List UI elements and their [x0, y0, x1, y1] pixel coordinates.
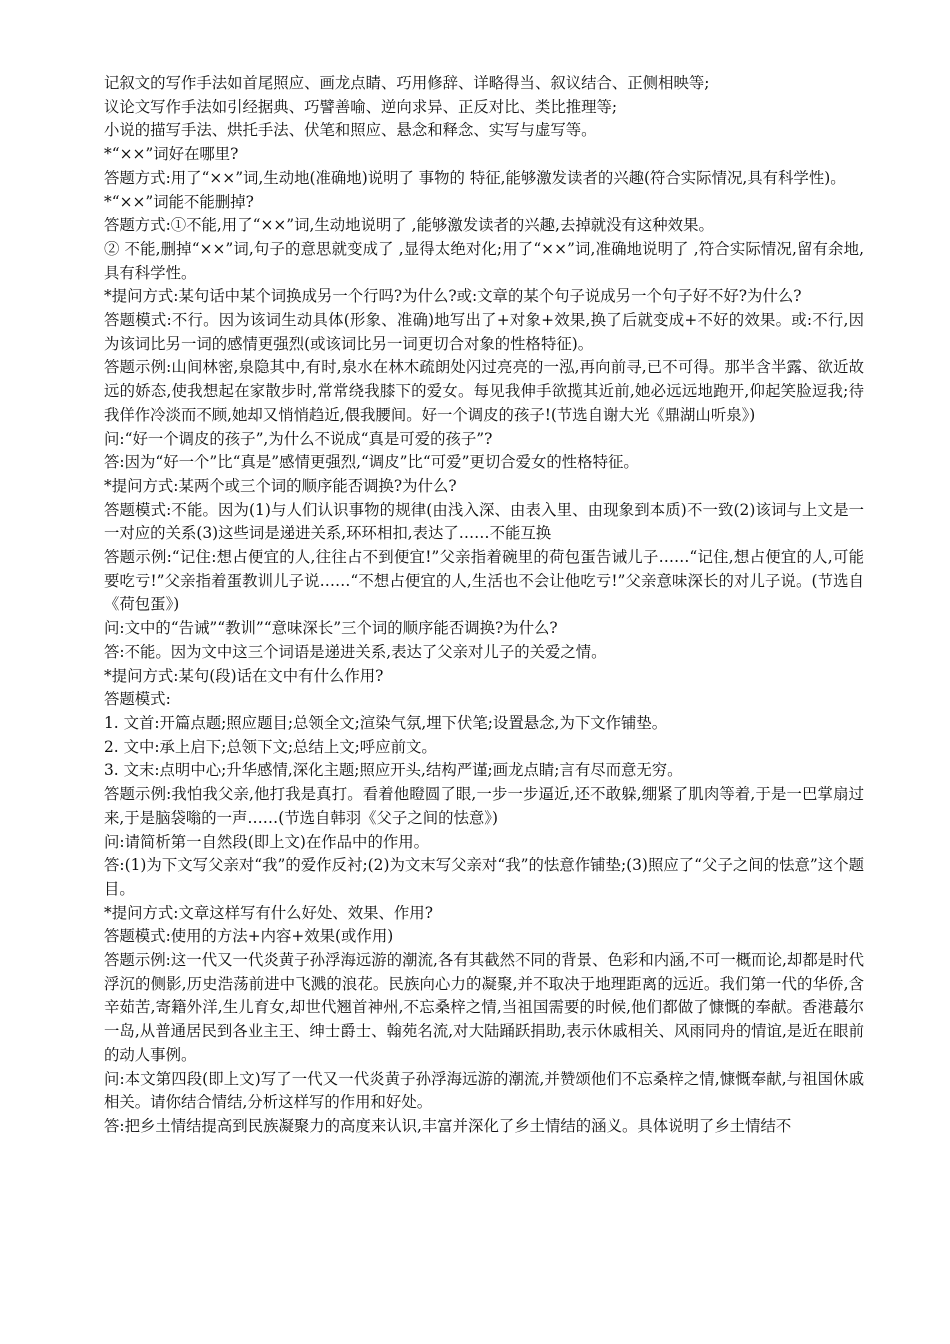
answer-mode-label: 答题模式:: [104, 690, 171, 709]
text-line: 小说的描写手法、烘托手法、伏笔和照应、悬念和释念、实写与虚写等。: [104, 121, 597, 140]
example-paragraph: 答题示例:“记住:想占便宜的人,往往占不到便宜!”父亲指着碗里的荷包蛋告诫儿子……“记住,想占便宜的人,可能要吃亏!”父亲指着蛋教训儿子说……“不想占便宜的人,生活也不会让他吃亏!”父亲意味深长的对儿子说。(节选自《荷包蛋》): [104, 548, 864, 614]
list-item: 1. 文首:开篇点题;照应题目;总领全文;渲染气氛,埋下伏笔;设置悬念,为下文作铺垫。: [104, 713, 668, 732]
question-heading: *提问方式:某句(段)话在文中有什么作用?: [104, 666, 384, 685]
question-heading: *“××”词好在哪里?: [104, 145, 239, 164]
text-line: 记叙文的写作手法如首尾照应、画龙点睛、巧用修辞、详略得当、叙议结合、正侧相映等;: [104, 74, 710, 92]
question-line: 问:文中的“告诫”“教训”“意味深长”三个词的顺序能否调换?为什么?: [104, 619, 558, 638]
answer-paragraph: 答题模式:不行。因为该词生动具体(形象、准确)地写出了+对象+效果,换了后就变成+不好的效果。或:不行,因为该词比另一词的感情更强烈(或该词比另一词更切合对象的性格特征)。: [104, 311, 864, 353]
answer-paragraph: 答题方式:用了“××”词,生动地(准确地)说明了 事物的 特征,能够激发读者的兴趣(符合实际情况,具有科学性)。: [104, 168, 846, 187]
answer-paragraph: 答题方式:①不能,用了“××”词,生动地说明了 ,能够激发读者的兴趣,去掉就没有这种效果。: [104, 216, 714, 235]
answer-paragraph: 答:(1)为下文写父亲对“我”的爱作反衬;(2)为文末写父亲对“我”的怯意作铺垫;(3)照应了“父子之间的怯意”这个题目。: [104, 856, 864, 898]
answer-mode-label: 答题模式:使用的方法+内容+效果(或作用): [104, 927, 394, 946]
question-heading: *“××”词能不能删掉?: [104, 192, 254, 211]
answer-line: 答:因为“好一个”比“真是”感情更强烈,“调皮”比“可爱”更切合爱女的性格特征。: [104, 453, 639, 472]
question-heading: *提问方式:某句话中某个词换成另一个行吗?为什么?或:文章的某个句子说成另一个句子好不好?为什么?: [104, 287, 802, 306]
answer-line: 答:把乡土情结提高到民族凝聚力的高度来认识,丰富并深化了乡土情结的涵义。具体说明了乡土情结不: [104, 1116, 792, 1135]
list-item: 3. 文末:点明中心;升华感情,深化主题;照应开头,结构严谨;画龙点睛;言有尽而意无穷。: [104, 761, 683, 780]
question-paragraph: 问:本文第四段(即上文)写了一代又一代炎黄子孙浮海远游的潮流,并赞颂他们不忘桑梓之情,慷慨奉献,与祖国休戚相关。请你结合情结,分析这样写的作用和好处。: [104, 1069, 864, 1112]
example-paragraph: 答题示例:我怕我父亲,他打我是真打。看着他瞪圆了眼,一步一步逼近,还不敢躲,绷紧了肌肉等着,于是一巴掌扇过来,于是脑袋嗡的一声……(节选自韩羽《父子之间的怯意》): [104, 785, 864, 827]
question-heading: *提问方式:某两个或三个词的顺序能否调换?为什么?: [104, 476, 457, 495]
example-paragraph: 答题示例:山间林密,泉隐其中,有时,泉水在林木疏朗处闪过亮亮的一泓,再向前寻,已不可得。那半含半露、欲近故远的娇态,使我想起在家散步时,常常绕我膝下的爱女。每见我伸手欲揽其近前,她必远远地跑开,仰起笑脸逗我;待我佯作冷淡而不顾,她却又悄悄趋近,偎我腰间。好一个调皮的孩子!(节选自谢大光《鼎湖山听泉》): [104, 358, 864, 424]
question-heading: *提问方式:文章这样写有什么好处、效果、作用?: [104, 903, 433, 922]
text-line: 议论文写作手法如引经据典、巧譬善喻、逆向求异、正反对比、类比推理等;: [104, 97, 618, 116]
answer-paragraph: 答题模式:不能。因为(1)与人们认识事物的规律(由浅入深、由表入里、由现象到本质)不一致(2)该词与上文是一一对应的关系(3)这些词是递进关系,环环相扣,表达了……不能互换: [104, 500, 864, 543]
question-line: 问:“好一个调皮的孩子”,为什么不说成“真是可爱的孩子”?: [104, 429, 493, 448]
document-body: [104, 72, 864, 1139]
question-line: 问:请简析第一自然段(即上文)在作品中的作用。: [104, 832, 430, 851]
list-item: 2. 文中:承上启下;总领下文;总结上文;呼应前文。: [104, 737, 437, 756]
answer-line: 答:不能。因为文中这三个词语是递进关系,表达了父亲对儿子的关爱之情。: [104, 642, 607, 661]
example-paragraph: 答题示例:这一代又一代炎黄子孙浮海远游的潮流,各有其截然不同的背景、色彩和内涵,不可一概而论,却都是时代浮沉的侧影,历史浩荡前进中飞溅的浪花。民族向心力的凝聚,并不取决于地理距离的远近。我们第一代的华侨,含辛茹苦,寄籍外洋,生儿育女,却世代翘首神州,不忘桑梓之情,当祖国需要的时候,他们都做了慷慨的奉献。香港蕞尔一岛,从普通居民到各业主王、绅士爵士、翰苑名流,对大陆踊跃捐助,表示休戚相关、风雨同舟的情谊,是近在眼前的动人事例。: [104, 951, 864, 1064]
answer-paragraph: ② 不能,删掉“××”词,句子的意思就变成了 ,显得太绝对化;用了“××”词,准确地说明了 ,符合实际情况,留有余地,具有科学性。: [104, 239, 864, 282]
